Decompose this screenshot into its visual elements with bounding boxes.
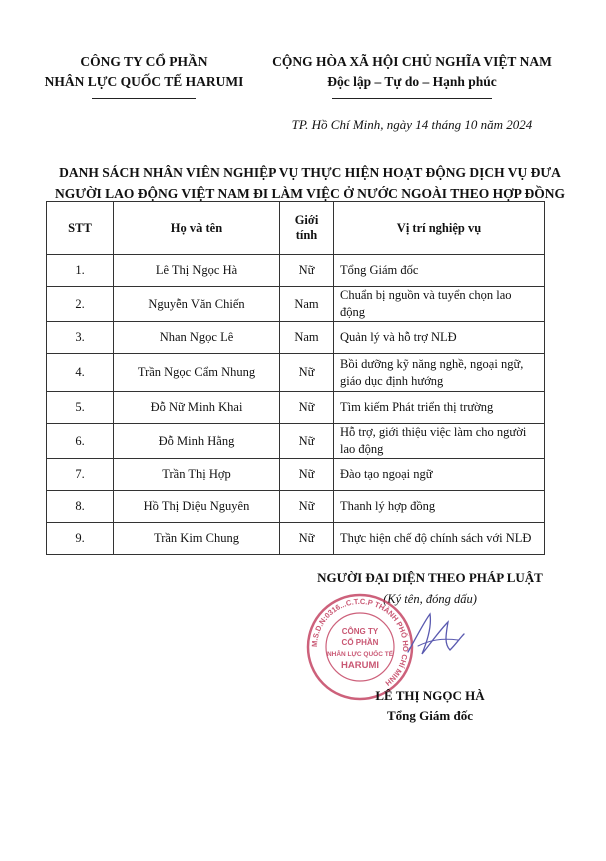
cell-gender: Nam xyxy=(280,287,334,322)
cell-stt: 1. xyxy=(47,255,114,287)
title-line-1: DANH SÁCH NHÂN VIÊN NGHIỆP VỤ THỰC HIỆN HOẠT ĐỘNG DỊCH VỤ ĐƯA xyxy=(59,165,561,180)
cell-gender: Nam xyxy=(280,322,334,354)
header-name: Họ và tên xyxy=(114,202,280,255)
date-line: TP. Hồ Chí Minh, ngày 14 tháng 10 năm 2024 xyxy=(291,117,533,132)
svg-text:CÔNG TY: CÔNG TY xyxy=(341,627,379,636)
table-row xyxy=(47,459,545,491)
signature-title: NGƯỜI ĐẠI DIỆN THEO PHÁP LUẬT xyxy=(317,570,543,585)
table-header-row xyxy=(47,202,545,255)
cell-gender: Nữ xyxy=(280,459,334,491)
document-title xyxy=(40,162,580,204)
cell-position: Chuẩn bị nguồn và tuyển chọn lao động xyxy=(334,287,545,322)
table-row xyxy=(47,424,545,459)
cell-stt: 8. xyxy=(47,491,114,523)
cell-name: Nguyễn Văn Chiến xyxy=(114,287,280,322)
cell-gender: Nữ xyxy=(280,255,334,287)
cell-stt: 3. xyxy=(47,322,114,354)
table-row xyxy=(47,354,545,392)
table-row xyxy=(47,255,545,287)
header-stt: STT xyxy=(47,202,114,255)
cell-name: Trần Ngọc Cẩm Nhung xyxy=(114,354,280,392)
svg-text:CỔ PHẦN: CỔ PHẦN xyxy=(341,638,379,647)
header-position: Vị trí nghiệp vụ xyxy=(334,202,545,255)
cell-gender: Nữ xyxy=(280,523,334,555)
table-row xyxy=(47,322,545,354)
signatory-name: LÊ THỊ NGỌC HÀ xyxy=(375,688,485,703)
cell-name: Trần Kim Chung xyxy=(114,523,280,555)
cell-name: Nhan Ngọc Lê xyxy=(114,322,280,354)
signature-note: (Ký tên, đóng dấu) xyxy=(383,592,477,606)
cell-stt: 2. xyxy=(47,287,114,322)
country-line-2: Độc lập – Tự do – Hạnh phúc xyxy=(327,74,497,89)
cell-stt: 4. xyxy=(47,354,114,392)
cell-position: Tổng Giám đốc xyxy=(334,255,545,287)
title-line-2: NGƯỜI LAO ĐỘNG VIỆT NAM ĐI LÀM VIỆC Ở NƯỚC NGOÀI THEO HỢP ĐỒNG xyxy=(55,186,565,201)
table-row xyxy=(47,392,545,424)
table-row xyxy=(47,523,545,555)
cell-gender: Nữ xyxy=(280,424,334,459)
table-row xyxy=(47,491,545,523)
country-line-1: CỘNG HÒA XÃ HỘI CHỦ NGHĨA VIỆT NAM xyxy=(272,54,552,69)
cell-stt: 7. xyxy=(47,459,114,491)
svg-text:NHÂN LỰC QUỐC TẾ: NHÂN LỰC QUỐC TẾ xyxy=(326,651,394,658)
company-line-1: CÔNG TY CỔ PHẦN xyxy=(80,54,208,69)
cell-name: Trần Thị Hợp xyxy=(114,459,280,491)
company-line-2: NHÂN LỰC QUỐC TẾ HARUMI xyxy=(44,74,244,89)
company-underline xyxy=(92,98,196,99)
cell-stt: 6. xyxy=(47,424,114,459)
company-seal xyxy=(305,592,415,702)
cell-stt: 5. xyxy=(47,392,114,424)
header-gender xyxy=(280,202,334,255)
svg-text:HARUMI: HARUMI xyxy=(341,660,379,671)
cell-position: Thanh lý hợp đồng xyxy=(334,491,545,523)
cell-position: Thực hiện chế độ chính sách với NLĐ xyxy=(334,523,545,555)
header-gender-line-1: Giới xyxy=(294,213,319,227)
cell-gender: Nữ xyxy=(280,354,334,392)
national-header xyxy=(262,52,562,99)
cell-gender: Nữ xyxy=(280,392,334,424)
cell-name: Hồ Thị Diệu Nguyên xyxy=(114,491,280,523)
cell-position: Tìm kiếm Phát triển thị trường xyxy=(334,392,545,424)
cell-position: Bồi dưỡng kỹ năng nghề, ngoại ngữ, giáo dục định hướng xyxy=(334,354,545,392)
national-underline xyxy=(332,98,492,99)
cell-position: Đào tạo ngoại ngữ xyxy=(334,459,545,491)
cell-position: Hỗ trợ, giới thiệu việc làm cho người lao động xyxy=(334,424,545,459)
cell-name: Đỗ Minh Hằng xyxy=(114,424,280,459)
cell-stt: 9. xyxy=(47,523,114,555)
cell-gender: Nữ xyxy=(280,491,334,523)
company-header xyxy=(40,52,248,99)
staff-table xyxy=(46,201,545,555)
handwritten-signature xyxy=(400,600,470,670)
cell-name: Lê Thị Ngọc Hà xyxy=(114,255,280,287)
svg-text:M.S.D.N:0316...C.T.C.P THÀNH P: M.S.D.N:0316...C.T.C.P THÀNH PHỐ HỒ CHÍ MINH xyxy=(309,596,411,688)
table-row xyxy=(47,287,545,322)
cell-name: Đỗ Nữ Minh Khai xyxy=(114,392,280,424)
signatory-role: Tổng Giám đốc xyxy=(387,708,473,723)
header-gender-line-2: tính xyxy=(295,228,318,242)
cell-position: Quản lý và hỗ trợ NLĐ xyxy=(334,322,545,354)
